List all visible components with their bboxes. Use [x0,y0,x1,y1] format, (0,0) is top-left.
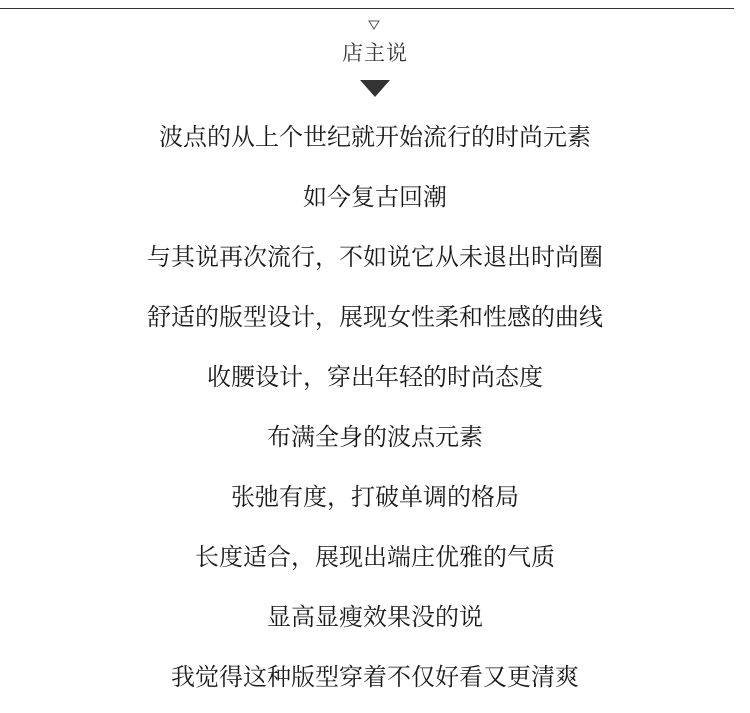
description-lines [0,107,750,707]
top-divider [0,8,734,9]
description-line: 与其说再次流行，不如说它从未退出时尚圈 [147,243,603,271]
description-line: 显高显瘦效果没的说 [267,603,483,631]
description-line: 如今复古回潮 [303,183,447,211]
description-line: 我觉得这种版型穿着不仅好看又更清爽 [171,663,579,691]
section-title: 店主说 [342,41,408,65]
description-line: 舒适的版型设计，展现女性柔和性感的曲线 [147,303,603,331]
small-down-triangle-icon [368,20,380,30]
description-line: 布满全身的波点元素 [267,423,483,451]
description-line: 张弛有度，打破单调的格局 [231,483,519,511]
large-down-triangle-icon [360,80,390,97]
description-line: 收腰设计，穿出年轻的时尚态度 [207,363,543,391]
description-line: 长度适合，展现出端庄优雅的气质 [195,543,555,571]
description-line: 波点的从上个世纪就开始流行的时尚元素 [159,123,591,151]
